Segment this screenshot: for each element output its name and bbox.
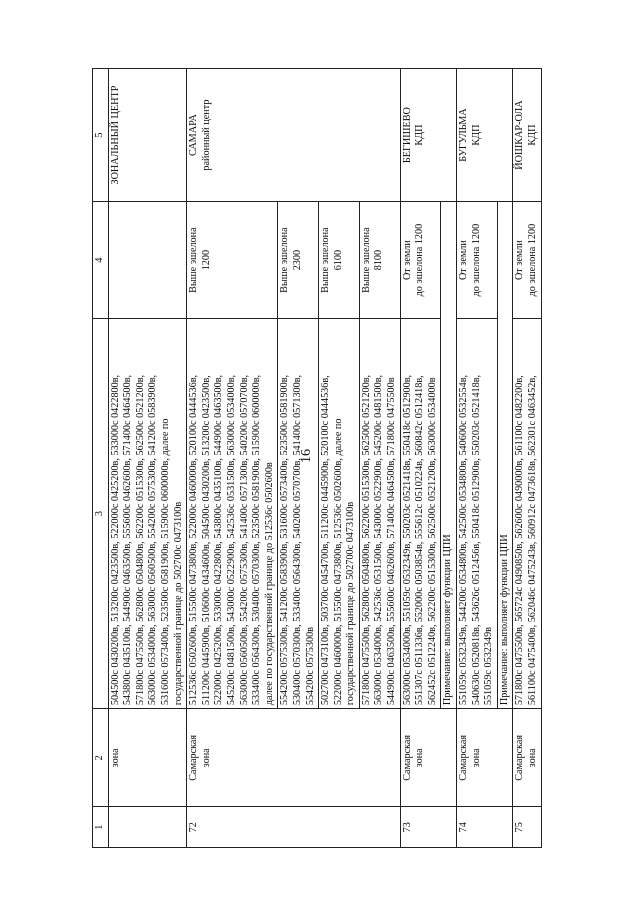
boundary-points-cell: 504500с 0430200в, 513200с 0423500в, 522000с 0425200в, 533000с 0422800в, 543800с 0435100в, 544900с 0463500в, 555600с 0462600в, 571400с 0464500в, 571800с 0475500в, 562800с 0504800в, 562200с 0515300в, 562500с 0521200в, 563000с 0534000в, 563000с 0560500в, 554200с 0575300в, 541200с 0583900в, 531600с 0573400в, 523500с 0581900в, 515900с 0600000в, далее по государственной границе до 502700с 0473100в bbox=[108, 319, 187, 709]
level-cell: Выше эшелона 8100 bbox=[359, 202, 400, 319]
level-cell: Выше эшелона 6100 bbox=[319, 202, 360, 319]
note-cell: Примечание: выполняет функции ЦПИ bbox=[497, 202, 513, 709]
column-header: 5 bbox=[93, 69, 109, 202]
level-cell bbox=[108, 202, 187, 319]
center-cell: САМАРА районный центр bbox=[187, 69, 401, 202]
column-header: 2 bbox=[93, 709, 109, 807]
table-row bbox=[457, 69, 498, 848]
level-cell: От земли до эшелона 1200 bbox=[513, 202, 541, 319]
boundary-points-cell: 551059с 0532349в, 544200с 0534800в, 542500с 0534800в, 540600с 0532554в, 540630с 0520818в, 543626с 0512456в, 550418с 0512900в, 550203с 0521418в, 551059с 0532349в bbox=[457, 319, 498, 709]
level-cell: Выше эшелона 2300 bbox=[278, 202, 319, 319]
row-number: 74 bbox=[457, 807, 513, 848]
boundary-points-cell: 554200с 0575300в, 541200с 0583900в, 531600с 0573400в, 523500с 0581900в, 530400с 0570300в, 533400с 0564300в, 540200с 0570700в, 541400с 0571300в, 554200с 0575300в bbox=[278, 319, 319, 709]
center-cell: ЙОШКАР-ОЛА КДП bbox=[513, 69, 541, 202]
column-number-row bbox=[93, 69, 109, 848]
column-header: 3 bbox=[93, 319, 109, 709]
table-row bbox=[513, 69, 541, 848]
table-row bbox=[187, 69, 278, 848]
page-number: 16 bbox=[299, 449, 314, 463]
center-cell: БЕГИШЕВО КДП bbox=[400, 69, 456, 202]
row-number: 75 bbox=[513, 807, 541, 848]
airspace-table bbox=[92, 68, 542, 848]
row-number bbox=[108, 807, 187, 848]
zone-cell: Самарская зона bbox=[513, 709, 541, 807]
note-cell: Примечание: выполняет функции ЦПИ bbox=[441, 202, 457, 709]
level-cell: От земли до эшелона 1200 bbox=[400, 202, 441, 319]
boundary-points-cell: 512536с 0502600в, 515500с 0473800в, 522000с 0460000в, 520100с 0444536в, 511200с 0445900в, 510600с 0434600в, 504500с 0430200в, 513200с 0423500в, 522000с 0425200в, 533000с 0422800в, 543800с 0435100в, 544900с 0463500в, 545200с 0481500в, 543000с 0522900в, 542536с 0531500в, 563000с 0534000в, 563000с 0560500в, 554200с 0575300в, 541400с 0571300в, 540200с 0570700в, 533400с 0564300в, 530400с 0570300в, 523500с 0581900в, 515900с 0600000в, далее по государственной границе до 512536с 0502600в bbox=[187, 319, 278, 709]
column-header: 1 bbox=[93, 807, 109, 848]
zone-cell: Самарская зона bbox=[457, 709, 513, 807]
zone-cell: Самарская зона bbox=[400, 709, 456, 807]
boundary-points-cell: 563000с 0534000в, 551059с 0532349в, 550203с 0521418в, 550418с 0512900в, 551307с 0511336в, 552000с 0503854в, 555612с 0510224в, 560842с 0512418в, 562452с 0512240в, 562200с 0515300в, 562500с 0521200в, 563000с 0534000в bbox=[400, 319, 441, 709]
boundary-points-cell: 571800с 0475500в, 562800с 0504800в, 562200с 0515300в, 562500с 0521200в, 563000с 0534000в, 542536с 0531500в, 543000с 0522900в, 545200с 0481500в, 544900с 0463500в, 555600с 0462600в, 571400с 0464500в, 571800с 0475500в bbox=[359, 319, 400, 709]
zone-cell: зона bbox=[108, 709, 187, 807]
boundary-points-cell: 571800с 0475500в, 565724с 0490850в, 562600с 0490000в, 561100с 0482200в, 561100с 0475400в, 562046с 0475243в, 560912с 0473618в, 562301с 0463452в, bbox=[513, 319, 541, 709]
column-header: 4 bbox=[93, 202, 109, 319]
level-cell: Выше эшелона 1200 bbox=[187, 202, 278, 319]
rotated-table-container bbox=[92, 68, 577, 848]
row-number: 73 bbox=[400, 807, 456, 848]
table-row bbox=[108, 69, 187, 848]
level-cell: От земли до эшелона 1200 bbox=[457, 202, 498, 319]
center-cell: ЗОНАЛЬНЫЙ ЦЕНТР bbox=[108, 69, 187, 202]
row-number: 72 bbox=[187, 807, 401, 848]
table-row bbox=[400, 69, 441, 848]
center-cell: БУГУЛЬМА КДП bbox=[457, 69, 513, 202]
zone-cell: Самарская зона bbox=[187, 709, 401, 807]
boundary-points-cell: 502700с 0473100в, 503700с 0454700в, 511200с 0445900в, 520100с 0444536в, 522000с 0460000в, 515500с 0473800в, 512536с 0502600в, далее по государственной границе до 502700с 0473100в bbox=[319, 319, 360, 709]
